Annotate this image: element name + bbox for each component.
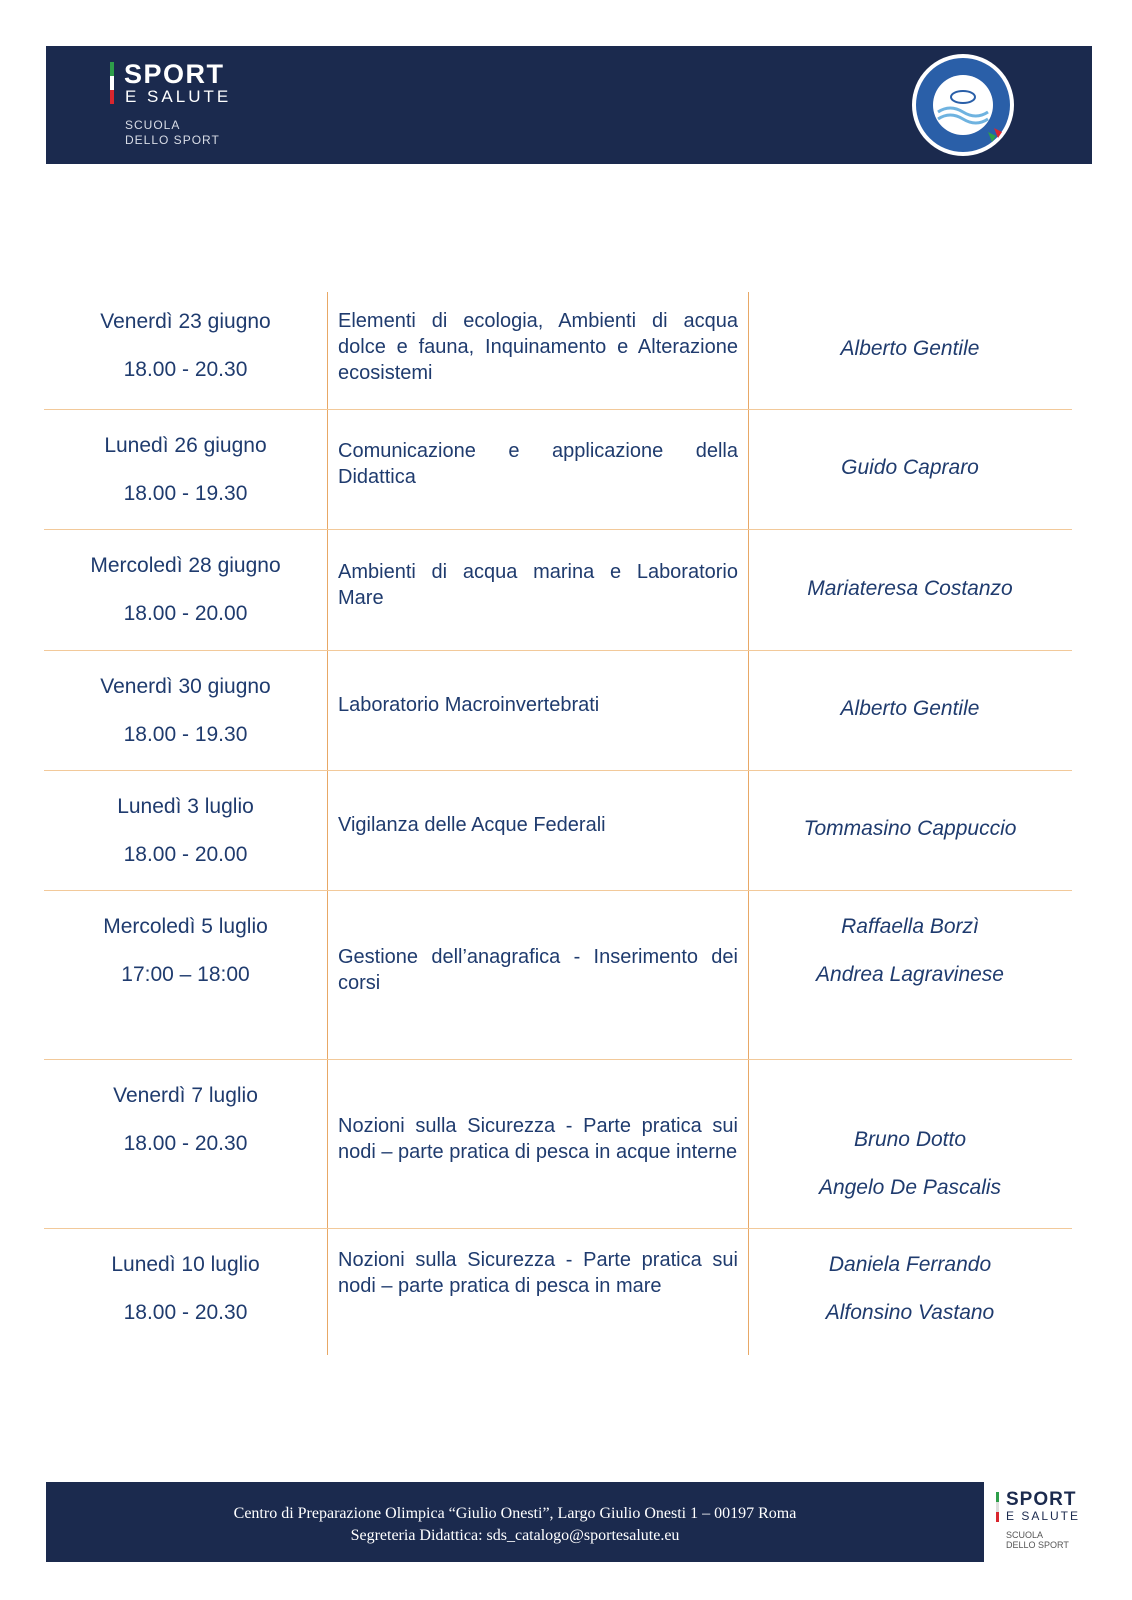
header-banner [46,46,1092,164]
session-day: Mercoledì 5 luglio [103,915,268,938]
schedule-row [44,651,1072,771]
date-cell [44,1229,327,1355]
topic-cell [327,410,749,529]
teacher-cell [748,530,1072,650]
logo-text-scuola-line2: DELLO SPORT [125,133,220,147]
session-time: 18.00 - 19.30 [123,723,248,746]
footer-logo-text-scuola-line2: DELLO SPORT [1006,1540,1069,1550]
session-topic: Gestione dell’anagrafica - Inserimento dei corsi [338,945,738,994]
session-topic: Nozioni sulla Sicurezza - Parte pratica sui nodi – parte pratica di pesca in acque interne [338,1114,738,1163]
date-cell [44,530,327,650]
session-topic: Laboratorio Macroinvertebrati [338,694,600,716]
logo-text-sport: SPORT [124,59,225,89]
footer-logo-text-scuola [1006,1530,1069,1550]
session-topic: Elementi di ecologia, Ambienti di acqua dolce e fauna, Inquinamento e Alterazione ecosistemi [338,310,738,384]
topic-cell [327,1060,749,1228]
footer-italian-flag-icon [996,1492,999,1522]
teacher-cell [748,771,1072,890]
footer-contact: Segreteria Didattica: sds_catalogo@sportesalute.eu [350,1527,680,1544]
date-cell [44,1060,327,1228]
footer-logo-text-salute: E SALUTE [1006,1509,1081,1523]
session-time: 17:00 – 18:00 [121,963,250,986]
logo-text-scuola-line1: SCUOLA [125,118,181,132]
date-cell [44,891,327,1059]
footer-logo-text-sport: SPORT [1006,1489,1077,1510]
teacher-cell [748,1229,1072,1355]
session-time: 18.00 - 19.30 [123,482,248,505]
session-day: Venerdì 23 giugno [100,310,271,333]
schedule-row [44,292,1072,410]
logo-text-salute: E SALUTE [125,87,232,106]
teacher-name: Daniela Ferrando [828,1253,992,1276]
session-day: Venerdì 30 giugno [100,675,271,698]
topic-cell [327,771,749,890]
teacher-name: Andrea Lagravinese [816,963,1004,986]
teacher-cell [748,651,1072,770]
teacher-name: Bruno Dotto [853,1128,967,1151]
topic-cell [327,1229,749,1355]
teacher-name: Mariateresa Costanzo [807,576,1013,600]
schedule-row [44,410,1072,530]
teacher-name: Alberto Gentile [840,337,980,360]
logo-text-scuola [125,118,220,148]
session-topic: Nozioni sulla Sicurezza - Parte pratica sui nodi – parte pratica di pesca in mare [338,1249,738,1297]
session-day: Mercoledì 28 giugno [90,554,281,577]
teacher-name: Raffaella Borzì [841,915,979,938]
course-schedule-table [44,292,1072,1355]
topic-cell [327,530,749,650]
teacher-name: Tommasino Cappuccio [803,817,1017,840]
topic-cell [327,891,749,1059]
schedule-row [44,1229,1072,1355]
session-time: 18.00 - 20.30 [123,1132,248,1155]
session-day: Lunedì 26 giugno [104,434,267,457]
session-topic: Ambienti di acqua marina e Laboratorio Mare [338,560,738,609]
teacher-cell [748,410,1072,529]
session-time: 18.00 - 20.00 [123,843,248,866]
footer-address: Centro di Preparazione Olimpica “Giulio Onesti”, Largo Giulio Onesti 1 – 00197 Roma [233,1505,797,1522]
date-cell [44,771,327,890]
date-cell [44,651,327,770]
footer-logo-text-scuola-line1: SCUOLA [1006,1530,1044,1540]
teacher-name: Guido Capraro [841,456,979,479]
schedule-row [44,1060,1072,1229]
session-day: Venerdì 7 luglio [113,1084,258,1107]
italian-flag-icon [110,62,114,104]
topic-cell [327,292,749,409]
session-topic: Vigilanza delle Acque Federali [338,814,606,836]
fipsas-badge-icon [910,52,1016,158]
date-cell [44,292,327,409]
schedule-row [44,771,1072,891]
teacher-cell [748,1060,1072,1228]
session-day: Lunedì 10 luglio [111,1253,260,1276]
date-cell [44,410,327,529]
session-time: 18.00 - 20.30 [123,1301,248,1324]
footer-banner [46,1482,984,1562]
teacher-name: Alberto Gentile [840,697,980,720]
session-day: Lunedì 3 luglio [117,795,254,818]
schedule-row [44,530,1072,651]
session-time: 18.00 - 20.00 [123,602,248,625]
teacher-name: Angelo De Pascalis [818,1176,1002,1199]
topic-cell [327,651,749,770]
teacher-name: Alfonsino Vastano [825,1301,995,1324]
teacher-cell [748,292,1072,409]
teacher-cell [748,891,1072,1059]
schedule-row [44,891,1072,1060]
session-topic: Comunicazione e applicazione della Didattica [338,440,738,488]
session-time: 18.00 - 20.30 [123,358,248,381]
